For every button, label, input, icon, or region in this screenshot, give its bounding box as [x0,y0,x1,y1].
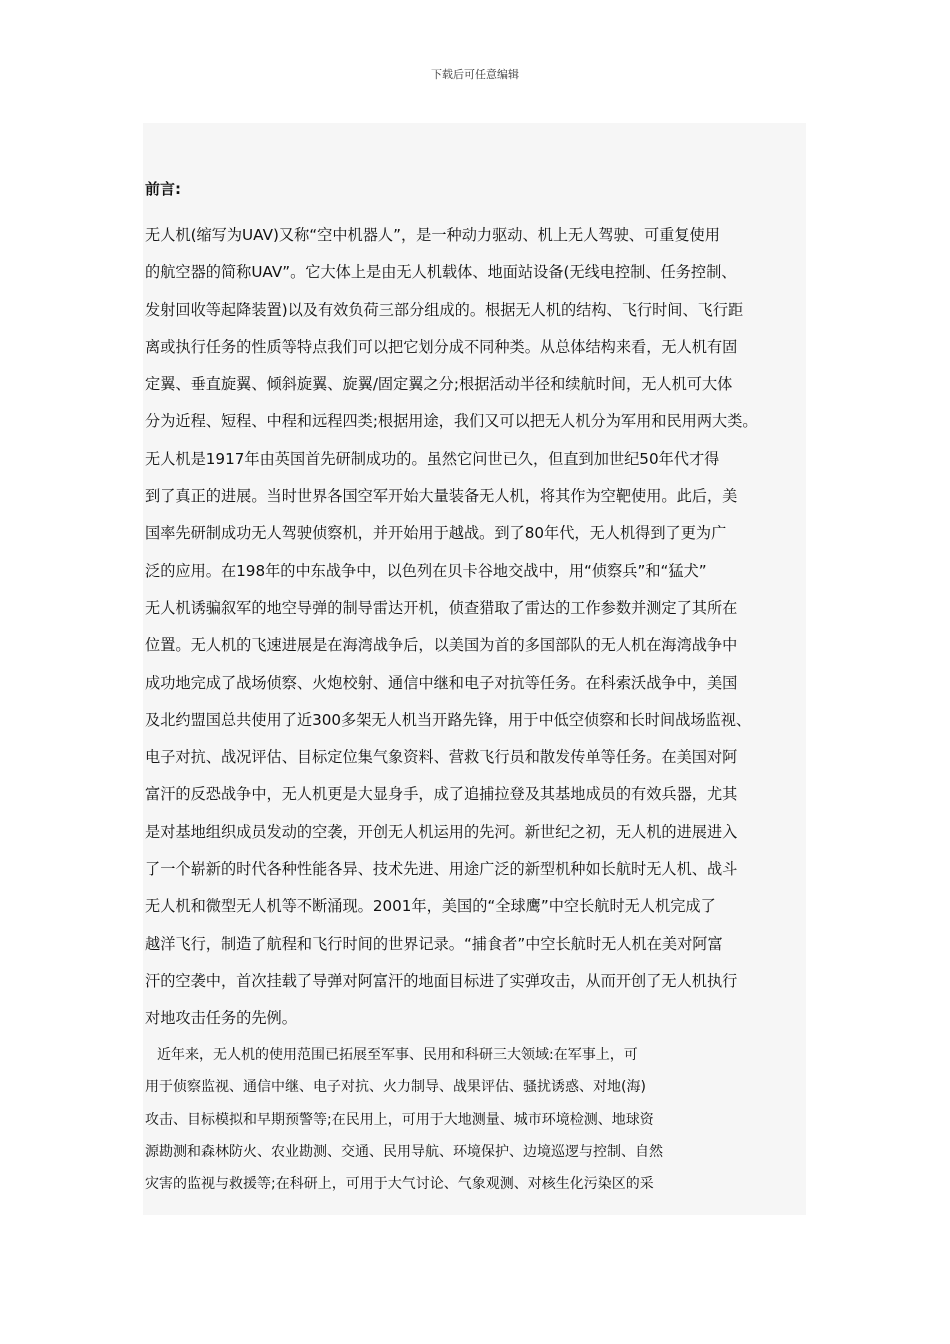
text-line: 的航空器的简称UAV”。它大体上是由无人机载体、地面站设备(无线电控制、任务控制、 [145,263,737,282]
text-line: 近年来，无人机的使用范围已拓展至军事、民用和科研三大领域:在军事上，可 [157,1047,638,1063]
text-line: 位置。无人机的飞速进展是在海湾战争后，以美国为首的多国部队的无人机在海湾战争中 [145,636,738,655]
text-line: 攻击、目标模拟和早期预警等;在民用上，可用于大地测量、城市环境检测、地球资 [145,1111,654,1128]
section-heading: 前言: [145,180,181,198]
text-line: 越洋飞行，制造了航程和飞行时间的世界记录。“捕食者”中空长航时无人机在美对阿富 [145,934,723,953]
text-line: 分为近程、短程、中程和远程四类;根据用途，我们又可以把无人机分为军用和民用两大类。 [145,412,758,431]
text-line: 发射回收等起降装置)以及有效负荷三部分组成的。根据无人机的结构、飞行时间、飞行距 [145,300,744,319]
text-line: 对地攻击任务的先例。 [145,1009,297,1028]
text-line: 及北约盟国总共使用了近300多架无人机当开路先锋，用于中低空侦察和长时间战场监视、 [145,710,752,729]
text-line: 汗的空袭中，首次挂载了导弹对阿富汗的地面目标进了实弹攻击，从而开创了无人机执行 [145,971,738,990]
text-line: 离或执行任务的性质等特点我们可以把它划分成不同种类。从总体结构来看，无人机有固 [145,337,738,356]
text-line: 泛的应用。在198年的中东战争中，以色列在贝卡谷地交战中，用“侦察兵”和“猛犬” [145,561,707,580]
text-line: 了一个崭新的时代各种性能各异、技术先进、用途广泛的新型机种如长航时无人机、战斗 [145,860,738,879]
text-line: 无人机是1917年由英国首先研制成功的。虽然它问世已久，但直到加世纪50年代才得 [145,449,720,468]
paragraph-applications [145,1039,808,1200]
text-line: 电子对抗、战况评估、目标定位集气象资料、营救飞行员和散发传单等任务。在美国对阿 [145,748,738,767]
text-line: 无人机(缩写为UAV)又称“空中机器人”，是一种动力驱动、机上无人驾驶、可重复使用 [145,226,720,244]
text-line: 国率先研制成功无人驾驶侦察机，并开始用于越战。到了80年代，无人机得到了更为广 [145,524,727,543]
paragraph-intro [145,217,808,1038]
text-line: 无人机和微型无人机等不断涌现。2001年，美国的“全球鹰”中空长航时无人机完成了 [145,897,716,916]
text-line: 灾害的监视与救援等;在科研上，可用于大气讨论、气象观测、对核生化污染区的采 [145,1176,654,1193]
text-line: 富汗的反恐战争中，无人机更是大显身手，成了追捕拉登及其基地成员的有效兵器，尤其 [145,785,738,804]
text-line: 源勘测和森林防火、农业勘测、交通、民用导航、环境保护、边境巡逻与控制、自然 [145,1143,663,1160]
text-line: 无人机诱骗叙军的地空导弹的制导雷达开机，侦查猎取了雷达的工作参数并测定了其所在 [145,598,738,617]
text-line: 定翼、垂直旋翼、倾斜旋翼、旋翼/固定翼之分;根据活动半径和续航时间，无人机可大体 [145,375,733,394]
text-line: 成功地完成了战场侦察、火炮校射、通信中继和电子对抗等任务。在科索沃战争中，美国 [145,673,738,692]
text-line: 是对基地组织成员发动的空袭，开创无人机运用的先河。新世纪之初，无人机的进展进入 [145,822,738,841]
text-line: 到了真正的进展。当时世界各国空军开始大量装备无人机，将其作为空靶使用。此后，美 [145,487,738,506]
text-line: 用于侦察监视、通信中继、电子对抗、火力制导、战果评估、骚扰诱惑、对地(海) [145,1079,646,1096]
page-header-note: 下载后可任意编辑 [431,68,519,81]
